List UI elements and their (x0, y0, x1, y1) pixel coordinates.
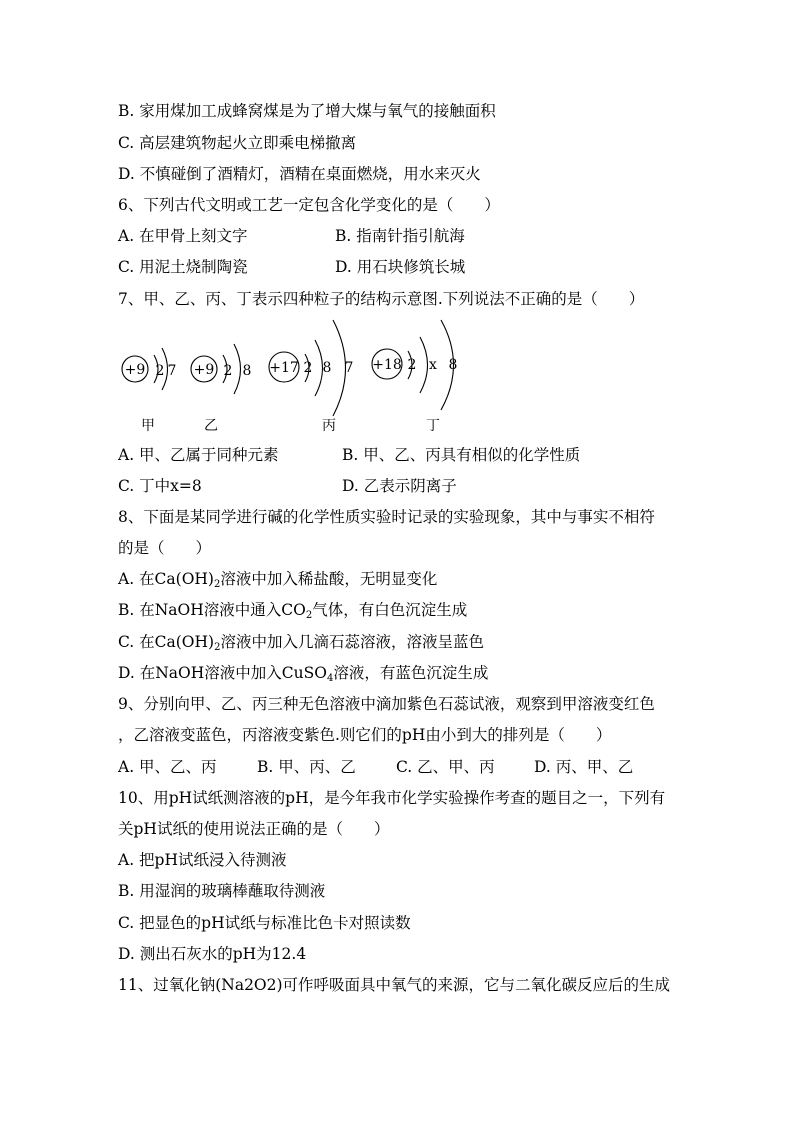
question-10-stem-line-2: 关pH试纸的使用说法正确的是（ ） (118, 820, 390, 838)
question-9-option-b: B. 甲、丙、乙 (257, 758, 356, 776)
atom-3-shell-3-count: 7 (344, 360, 354, 376)
option-text: 气体，有白色沉淀生成 (312, 601, 468, 619)
option-text: D. 在NaOH溶液中加入CuSO (118, 664, 327, 682)
question-9-stem-line-1: 9、分别向甲、乙、丙三种无色溶液中滴加紫色石蕊试液，观察到甲溶液变红色 (118, 695, 655, 713)
question-9-option-d: D. 丙、甲、乙 (534, 758, 634, 776)
question-10-option-d: D. 测出石灰水的pH为12.4 (118, 945, 307, 963)
question-8-stem-line-1: 8、下面是某同学进行碱的化学性质实验时记录的实验现象，其中与事实不相符 (118, 508, 655, 526)
question-8-stem-line-2: 的是（ ） (118, 539, 212, 557)
question-6-option-c: C. 用泥土烧制陶瓷 (118, 258, 248, 276)
question-8-option-a (118, 569, 437, 595)
question-8-option-b (118, 600, 467, 626)
question-7-option-d: D. 乙表示阴离子 (342, 477, 457, 495)
atom-4-shell-2-arc (420, 337, 428, 393)
question-10-option-c: C. 把显色的pH试纸与标准比色卡对照读数 (118, 914, 411, 932)
atom-4-label: 丁 (426, 418, 440, 434)
atom-4-shell-1-count: 2 (407, 357, 417, 373)
atom-1-nucleus-charge: +9 (124, 362, 146, 378)
question-9-stem-line-2: ，乙溶液变蓝色，丙溶液变紫色.则它们的pH由小到大的排列是（ ） (118, 726, 612, 744)
atom-2-shell-1-count: 2 (223, 363, 233, 379)
atom-2-shell-2-arc (234, 344, 241, 394)
question-7-option-b: B. 甲、乙、丙具有相似的化学性质 (342, 446, 581, 464)
atom-3-shell-2-arc (315, 340, 323, 396)
atom-2-nucleus-charge: +9 (193, 362, 215, 378)
atom-4-shell-2-count: x (429, 357, 437, 373)
option-text: 溶液中加入几滴石蕊溶液，溶液呈蓝色 (220, 633, 484, 651)
question-7-stem: 7、甲、乙、丙、丁表示四种粒子的结构示意图.下列说法不正确的是（ ） (118, 290, 645, 308)
subscript: 2 (305, 610, 313, 621)
subscript: 4 (326, 673, 334, 684)
question-5-option-d: D. 不慎碰倒了酒精灯，酒精在桌面燃烧，用水来灭火 (118, 165, 481, 183)
option-text: B. 在NaOH溶液中通入CO (118, 601, 306, 619)
question-10-option-a: A. 把pH试纸浸入待测液 (118, 851, 287, 869)
question-9-option-c: C. 乙、甲、丙 (396, 758, 495, 776)
atom-3-nucleus-charge: +17 (269, 360, 299, 376)
atom-2-label: 乙 (204, 418, 218, 434)
subscript: 2 (214, 642, 221, 653)
question-7-option-a: A. 甲、乙属于同种元素 (118, 446, 279, 464)
atomic-structure-diagrams (110, 318, 490, 438)
option-text: C. 在Ca(OH) (118, 633, 215, 651)
atom-3-shell-2-count: 8 (322, 360, 332, 376)
question-6-stem: 6、下列古代文明或工艺一定包含化学变化的是（ ） (118, 196, 500, 214)
option-text: 溶液，有蓝色沉淀生成 (333, 664, 489, 682)
question-6-option-b: B. 指南针指引航海 (335, 227, 465, 245)
question-11-stem: 11、过氧化钠(Na2O2)可作呼吸面具中氧气的来源，它与二氧化碳反应后的生成 (118, 976, 671, 994)
question-6-option-a: A. 在甲骨上刻文字 (118, 227, 248, 245)
atom-4-nucleus-charge: +18 (372, 357, 402, 373)
atom-3-label: 丙 (322, 418, 336, 434)
option-text: A. 在Ca(OH) (118, 570, 214, 588)
subscript: 2 (213, 579, 221, 590)
atom-1-shell-1-count: 2 (155, 363, 165, 379)
question-7-option-c: C. 丁中x=8 (118, 477, 202, 495)
question-8-option-d (118, 663, 488, 689)
question-6-option-d: D. 用石块修筑长城 (335, 258, 466, 276)
question-5-option-c: C. 高层建筑物起火立即乘电梯撤离 (118, 134, 357, 152)
question-10-option-b: B. 用湿润的玻璃棒蘸取待测液 (118, 882, 326, 900)
atom-1-shell-2-count: 7 (167, 363, 177, 379)
atom-2-shell-2-count: 8 (242, 363, 252, 379)
atom-4-shell-3-count: 8 (448, 357, 458, 373)
option-text: 溶液中加入稀盐酸，无明显变化 (220, 570, 438, 588)
question-5-option-b: B. 家用煤加工成蜂窝煤是为了增大煤与氧气的接触面积 (118, 102, 496, 120)
question-8-option-c (118, 632, 484, 658)
atom-3-shell-1-count: 2 (303, 360, 313, 376)
question-9-option-a: A. 甲、乙、丙 (118, 758, 217, 776)
atom-1-label: 甲 (141, 418, 155, 434)
question-10-stem-line-1: 10、用pH试纸测溶液的pH，是今年我市化学实验操作考查的题目之一，下列有 (118, 789, 666, 807)
